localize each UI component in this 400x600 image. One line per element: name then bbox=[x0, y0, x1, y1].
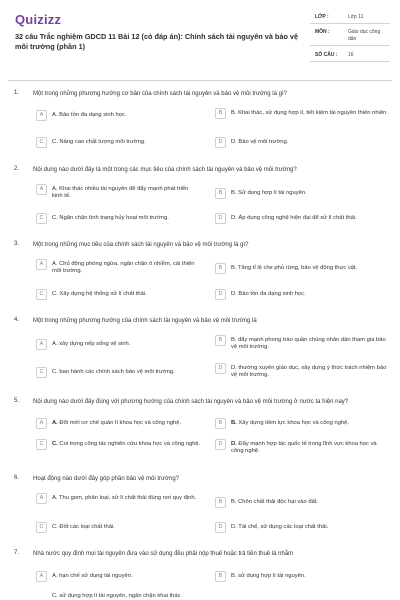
answer-option-a[interactable] bbox=[36, 259, 196, 276]
option-letter-b: B bbox=[215, 571, 226, 582]
question-text: Một trong những phương hướng cơ bản của chính sách tài nguyên và bảo vệ môi trường là gì? bbox=[33, 91, 287, 97]
option-letter-b: B bbox=[215, 418, 226, 429]
answer-option-b[interactable] bbox=[215, 497, 390, 508]
option-text: Xây dựng tiềm lực khoa học và công nghệ. bbox=[236, 419, 349, 426]
option-text: B. Chôn chất thải độc hại vào đất. bbox=[231, 498, 319, 505]
worksheet-meta-table bbox=[310, 8, 390, 62]
option-text: B. Sử dụng hợp lí tài nguyên. bbox=[231, 189, 307, 196]
question-number: 7. bbox=[14, 550, 20, 556]
option-text: D. Bảo tồn đa dạng sinh học. bbox=[231, 290, 306, 297]
option-letter-d: D bbox=[215, 439, 226, 450]
option-letter-c: C bbox=[36, 367, 47, 378]
question-number: 6. bbox=[14, 475, 20, 481]
question-number: 5. bbox=[14, 398, 20, 404]
answer-option-d[interactable] bbox=[215, 213, 395, 224]
option-letter-a: A bbox=[36, 110, 47, 121]
answer-option-a[interactable] bbox=[36, 339, 196, 350]
option-letter-b: B bbox=[215, 497, 226, 508]
option-letter-a: A bbox=[36, 339, 47, 350]
option-letter-d: D bbox=[215, 289, 226, 300]
answer-option-b[interactable] bbox=[215, 263, 395, 274]
option-letter-a: A bbox=[36, 259, 47, 270]
option-letter-c: C bbox=[36, 522, 47, 533]
option-letter-d: D bbox=[215, 137, 226, 148]
question-text: Nội dung nào dưới đây là một trong các mục tiêu của chính sách tài nguyên và bảo vệ môi trường? bbox=[33, 167, 297, 173]
meta-row-subject bbox=[310, 24, 390, 46]
option-text: A. Chủ động phòng ngừa, ngăn chặn ô nhiễm, cải thiện môi trường. bbox=[52, 260, 195, 274]
option-letter-d: D bbox=[215, 522, 226, 533]
answer-option-c[interactable] bbox=[36, 591, 256, 600]
option-text: D. thường xuyên giáo dục, xây dựng ý thức trách nhiệm bảo vệ môi trường. bbox=[231, 364, 387, 378]
answer-option-a[interactable] bbox=[36, 110, 196, 121]
option-text: C. Ngăn chặn tình trạng hủy hoại môi trường. bbox=[52, 214, 169, 221]
question-number: 1. bbox=[14, 90, 20, 96]
option-text: D. Áp dụng công nghệ hiện đại để xử lí chất thải. bbox=[231, 214, 357, 221]
answer-option-b[interactable] bbox=[215, 571, 390, 582]
answer-option-c[interactable] bbox=[36, 213, 211, 224]
option-text: A. Thu gom, phân loại, xử lí chất thải đúng nơi quy định. bbox=[52, 494, 197, 501]
answer-option-a[interactable] bbox=[36, 418, 211, 429]
answer-option-c[interactable] bbox=[36, 289, 196, 300]
subject-label: MÔN : bbox=[315, 29, 330, 35]
option-text: B. sử dụng hợp lí tài nguyên. bbox=[231, 572, 306, 579]
meta-row-class bbox=[310, 8, 390, 24]
option-text: A. hạn chế sử dụng tài nguyên. bbox=[52, 572, 133, 579]
quizizz-logo[interactable]: Quizizz bbox=[15, 12, 62, 27]
question-number: 3. bbox=[14, 241, 20, 247]
answer-option-d[interactable] bbox=[215, 363, 390, 380]
option-text: A. Khai thác nhiều tài nguyên để đẩy mạnh phát triển kinh tế. bbox=[52, 185, 189, 199]
option-text: Coi trọng công tác nghiên cứu khoa học và công nghệ. bbox=[57, 440, 201, 447]
option-text: B. Tăng tỉ lệ che phủ rừng, bảo vệ động thực vật. bbox=[231, 264, 358, 271]
question-number: 4. bbox=[14, 317, 20, 323]
option-letter-a: A bbox=[36, 184, 47, 195]
option-lead: A. bbox=[52, 419, 58, 426]
option-text: D. Tái chế, sử dụng các loại chất thải. bbox=[231, 523, 329, 530]
option-lead: D. bbox=[231, 440, 237, 447]
option-letter-c: C bbox=[36, 439, 47, 450]
option-text: C. Đốt các loại chất thải. bbox=[52, 523, 115, 530]
option-text: C. sử dụng hợp lí tài nguyên, ngăn chặn khai thác bbox=[52, 592, 181, 599]
class-value: Lớp 11 bbox=[348, 14, 364, 20]
answer-option-c[interactable] bbox=[36, 439, 206, 450]
class-label: LỚP : bbox=[315, 14, 329, 20]
question-text: Hoạt động nào dưới đây góp phần bảo vệ môi trường? bbox=[33, 476, 179, 482]
subject-value: Giáo dục công dân bbox=[348, 29, 381, 42]
answer-option-b[interactable] bbox=[215, 418, 395, 429]
option-letter-a: A bbox=[36, 418, 47, 429]
option-text: Đẩy mạnh hợp tác quốc tế trong lĩnh vực khoa học và công nghệ. bbox=[231, 440, 377, 454]
header-divider bbox=[8, 80, 392, 81]
answer-option-d[interactable] bbox=[215, 289, 390, 300]
option-letter-c: C bbox=[36, 289, 47, 300]
question-text: Nội dung nào dưới đây đúng với phương hướng của chính sách tài nguyên và bảo vệ môi trường ở nước ta hiện nay? bbox=[33, 399, 349, 405]
answer-option-b[interactable] bbox=[215, 188, 390, 199]
answer-option-c[interactable] bbox=[36, 367, 211, 378]
option-letter-c: C bbox=[36, 137, 47, 148]
question-text: Nhà nước quy định mọi tài nguyên đưa vào sử dụng đều phải nộp thuế hoặc trả tiền thuê là nhằm bbox=[33, 551, 294, 557]
option-letter-a: A bbox=[36, 493, 47, 504]
answer-option-a[interactable] bbox=[36, 571, 196, 582]
option-text: A. Bảo tồn đa dạng sinh học. bbox=[52, 111, 127, 118]
worksheet-title: 32 câu Trắc nghiệm GDCD 11 Bài 12 (có đáp án): Chính sách tài nguyên và bảo vệ môi trường (phần 1) bbox=[15, 32, 299, 51]
option-letter-b: B bbox=[215, 188, 226, 199]
option-text: Đổi mới cơ chế quản lí khoa học và công nghệ. bbox=[57, 419, 182, 426]
option-letter-a: A bbox=[36, 571, 47, 582]
option-lead: C. bbox=[52, 440, 58, 447]
option-text: A. xây dựng nếp sống vệ sinh. bbox=[52, 340, 131, 347]
option-text: D. Bảo vệ môi trường. bbox=[231, 138, 289, 145]
option-text: C. ban hành các chính sách bảo vệ môi trường. bbox=[52, 368, 175, 375]
question-text: Một trong những phương hướng của chính sách tài nguyên và bảo vệ môi trường là bbox=[33, 318, 257, 324]
answer-option-a[interactable] bbox=[36, 493, 206, 504]
count-label: SỐ CÂU : bbox=[315, 52, 338, 58]
answer-option-d[interactable] bbox=[215, 522, 390, 533]
question-text: Một trong những mục tiêu của chính sách tài nguyên và bảo vệ môi trường là gì? bbox=[33, 242, 249, 248]
count-value: 16 bbox=[348, 52, 354, 58]
option-letter-b: B bbox=[215, 108, 226, 119]
option-letter-b: B bbox=[215, 335, 226, 346]
option-letter-b: B bbox=[215, 263, 226, 274]
option-text: C. Xây dựng hệ thống xử lí chất thải. bbox=[52, 290, 147, 297]
option-text: C. Nâng cao chất lượng môi trường. bbox=[52, 138, 146, 145]
answer-option-d[interactable] bbox=[215, 439, 390, 456]
answer-option-c[interactable] bbox=[36, 137, 196, 148]
answer-option-b[interactable] bbox=[215, 335, 390, 352]
question-number: 2. bbox=[14, 166, 20, 172]
option-letter-d: D bbox=[215, 213, 226, 224]
answer-option-a[interactable] bbox=[36, 184, 196, 201]
answer-option-c[interactable] bbox=[36, 522, 196, 533]
answer-option-b[interactable] bbox=[215, 108, 390, 119]
meta-row-count bbox=[310, 46, 390, 62]
option-text: B. đẩy mạnh phong trào quần chúng nhân dân tham gia bảo vệ môi trường. bbox=[231, 336, 386, 350]
option-letter-d: D bbox=[215, 363, 226, 374]
option-lead: B. bbox=[231, 419, 237, 426]
answer-option-d[interactable] bbox=[215, 137, 390, 148]
option-text: B. Khai thác, sử dụng hợp lí, tiết kiệm tài nguyên thiên nhiên. bbox=[231, 109, 388, 116]
option-letter-c: C bbox=[36, 213, 47, 224]
